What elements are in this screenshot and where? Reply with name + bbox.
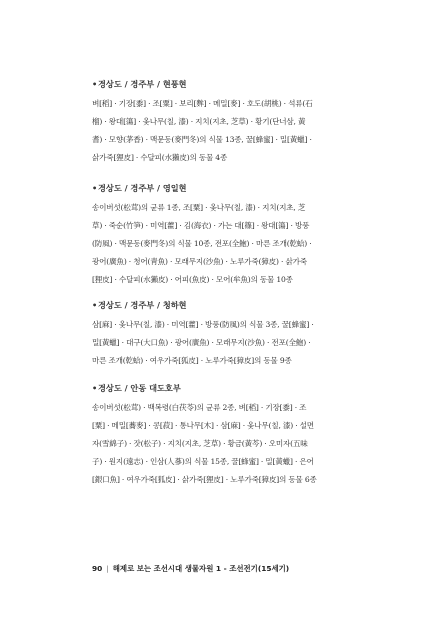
text-line: 마른 조개(乾蛤) · 여우가죽[狐皮] · 노루가죽[獐皮]의 동물 9종 [92, 356, 292, 365]
text-line: [粟] · 메밀[蕎麥] · 콩[菽] · 통나무[木] · 삼[麻] · 옻나무(칠, 漆) · 설면 [92, 421, 314, 430]
page-footer [92, 563, 354, 575]
text-line: 삵가죽[狸皮] · 수달피(水獺皮)의 동물 4종 [92, 153, 228, 162]
page-number: 90 [92, 564, 103, 573]
bullet-icon: • [92, 79, 98, 89]
text-line: [狸皮] · 수달피(水獺皮) · 어피(魚皮) · 모어(牟魚)의 동물 10종 [92, 275, 293, 284]
text-line: 耆) · 모향(茅香) · 맥문동(麥門冬)의 식물 13종, 꿀[蜂蜜] · 밀[黃蠟] · [92, 135, 312, 144]
text-line: 榴) · 왕대[簜] · 옻나무(칠, 漆) · 지치(지초, 芝草) · 황기(단너삼, 黃 [92, 117, 306, 126]
text-line: (防風) · 맥문동(麥門冬)의 식물 10종, 전포(全鮑) · 마른 조개(乾蛤) · [92, 239, 312, 248]
section-hyeonpung [92, 78, 354, 171]
text-line: [銀口魚] · 여우가죽[狐皮] · 삵가죽[狸皮] · 노루가죽[獐皮]의 동물 6종 [92, 475, 317, 484]
section-heading: •경상도 / 경주부 / 영일현 [92, 183, 187, 193]
section-andong [92, 382, 354, 493]
section-heading: •경상도 / 경주부 / 청하현 [92, 300, 187, 310]
section-yeongil [92, 182, 354, 293]
section-cheongha [92, 299, 354, 374]
text-line: 송이버섯(松茸)의 균류 1종, 조[粟] · 옻나무(칠, 漆) · 지치(지초, 芝 [92, 203, 306, 212]
section-heading: •경상도 / 안동 대도호부 [92, 383, 181, 393]
bullet-icon: • [92, 183, 98, 193]
text-line: 밀[黃蠟] · 대구(大口魚) · 광어(廣魚) · 모래무지(沙魚) · 전포(全鮑) · [92, 338, 311, 347]
text-line: 송이버섯(松茸) · 백복령(白茯苓)의 균류 2종, 벼[稻] · 기장[黍] · 조 [92, 403, 307, 412]
text-line: 草) · 죽순(竹笋) · 미역[藿] · 김(海衣) · 가는 대[篠] · 왕대[簜] · 방풍 [92, 221, 310, 230]
text-line: 벼[稻] · 기장[黍] · 조[粟] · 보리[麰] · 메밀[麥] · 호도(胡桃) · 석류(石 [92, 99, 313, 108]
bullet-icon: • [92, 383, 98, 393]
text-line: 삼[麻] · 옻나무(칠, 漆) · 미역[藿] · 방풍(防風)의 식물 3종, 꿀[蜂蜜] · [92, 320, 314, 329]
section-heading: •경상도 / 경주부 / 현풍현 [92, 79, 187, 89]
book-title: 해제로 보는 조선시대 생물자원 1 - 조선전기(15세기) [112, 564, 290, 573]
footer-separator: | [106, 564, 109, 573]
text-line: 자(雪綿子) · 잣(松子) · 지치(지초, 芝草) · 황금(黃芩) · 오미자(五味 [92, 439, 308, 448]
bullet-icon: • [92, 300, 98, 310]
text-line: 子) · 원지(遠志) · 인삼(人蔘)의 식물 15종, 꿀[蜂蜜] · 밀[黃蠟] · 은어 [92, 457, 314, 466]
text-line: 광어(廣魚) · 청어(靑魚) · 모래무지(沙魚) · 노루가죽(獐皮) · 삵가죽 [92, 257, 307, 266]
